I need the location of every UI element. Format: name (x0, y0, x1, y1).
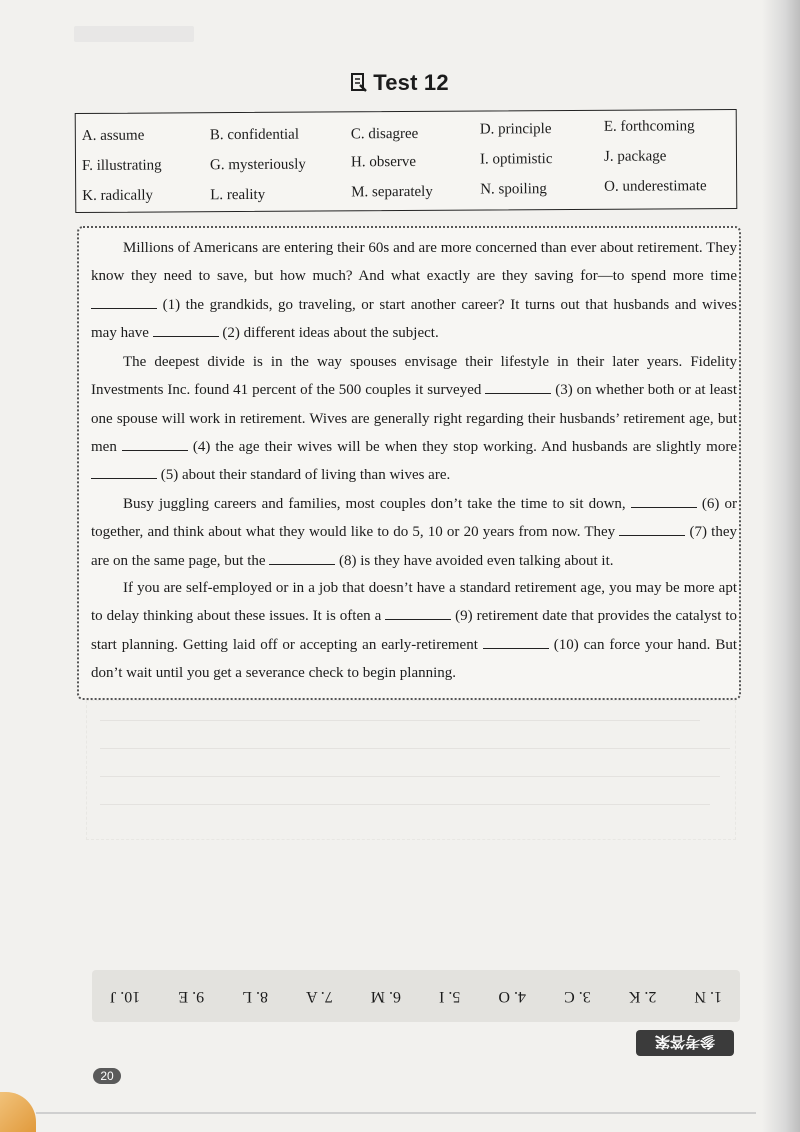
answer-blank (91, 294, 157, 309)
bleed-through-line (100, 748, 730, 749)
text-run: The deepest divide is in the way spouses envisage their lifestyle in their later years. Fidelity Investments Inc. found 41 percent of the 500 couples it surveyed (91, 354, 737, 399)
answer-item: 9. E (178, 988, 205, 1005)
page-title (0, 70, 800, 96)
title-text: Test 12 (373, 70, 449, 95)
page-fold-shadow (762, 0, 800, 1132)
text-run: (5) about their standard of living than wives are. (157, 467, 451, 484)
answer-key-label: 参考答案 (636, 1030, 734, 1056)
answer-item: 4. O (498, 988, 527, 1005)
word-option: M. separately (351, 183, 433, 201)
answer-blank (122, 436, 188, 451)
answer-blank (91, 464, 157, 479)
word-option: G. mysteriously (209, 156, 306, 174)
paragraph-3 (91, 490, 737, 575)
answer-blank (483, 634, 549, 649)
bleed-through-box (86, 700, 736, 840)
word-option: K. radically (82, 187, 154, 204)
word-option: H. observe (350, 153, 417, 171)
answer-item: 1. N (694, 988, 722, 1005)
answer-blank (153, 322, 219, 337)
text-run: (6) or together, and think about what they would like to do 5, 10 or 20 years from now. They (91, 496, 737, 541)
word-option: B. confidential (209, 126, 300, 144)
text-run: (7) they are on the same page, but the (91, 524, 737, 569)
answer-blank (385, 605, 451, 620)
text-run: (2) different ideas about the subject. (218, 324, 439, 341)
text-run: (1) the grandkids, go traveling, or start another career? It turns out that husbands and wives may have (91, 296, 737, 341)
word-option: N. spoiling (480, 181, 547, 198)
paragraph-1 (91, 234, 737, 347)
paragraph-4 (91, 574, 737, 687)
bleed-through-line (100, 776, 720, 777)
answer-item: 10. J (110, 988, 141, 1005)
text-run: Millions of Americans are entering their 60s and are more concerned than ever about retirement. They know they need to save, but how much? And what exactly are they saving for—to spend more time (91, 240, 737, 285)
text-run: If you are self-employed or in a job that doesn’t have a standard retirement age, you may be more apt to delay thinking about these issues. It is often a (91, 580, 737, 625)
bleed-through-line (100, 804, 710, 805)
answer-item: 6. M (370, 988, 401, 1005)
answer-item: 5. I (439, 988, 461, 1005)
answer-blank (619, 521, 685, 536)
answer-blank (269, 550, 335, 565)
corner-tab-decoration (0, 1092, 36, 1132)
word-bank (75, 109, 738, 213)
text-run: Busy juggling careers and families, most couples don’t take the time to sit down, (123, 496, 631, 512)
running-header-bleed (74, 26, 194, 42)
word-option: O. underestimate (604, 178, 707, 195)
text-run: (9) retirement date that provides the catalyst to start planning. Getting laid off or accepting an early-retirement (91, 608, 738, 653)
word-option: J. package (603, 148, 667, 165)
word-option: L. reality (210, 186, 266, 204)
answer-item: 8. L (242, 988, 268, 1005)
answer-blank (485, 379, 551, 394)
page-number: 20 (93, 1068, 121, 1084)
text-run: (4) the age their wives will be when they stop working. And husbands are slightly more (187, 438, 737, 455)
page-bottom-rule (36, 1112, 756, 1114)
word-option: C. disagree (350, 125, 419, 143)
text-run: (8) is they have avoided even talking about it. (335, 552, 614, 569)
reading-passage (77, 226, 741, 700)
word-option: D. principle (479, 121, 552, 138)
word-option: F. illustrating (81, 157, 162, 174)
paragraph-2 (91, 348, 737, 489)
text-run: (3) on whether both or at least one spouse will work in retirement. Wives are generally right regarding their husbands’ retirement age, but men (91, 382, 737, 455)
text-run: (10) can force your hand. But don’t wait until you get a severance check to begin planning. (91, 636, 738, 681)
document-icon (351, 73, 367, 93)
answer-key-list (92, 970, 740, 1022)
word-option: I. optimistic (479, 151, 553, 168)
answer-item: 7. A (306, 988, 333, 1005)
answer-item: 3. C (564, 988, 591, 1005)
word-option: A. assume (81, 127, 145, 144)
answer-blank (631, 493, 697, 508)
word-option: E. forthcoming (603, 118, 695, 135)
bleed-through-line (100, 720, 700, 721)
answer-item: 2. K (628, 988, 657, 1005)
answer-key-bar (92, 970, 740, 1022)
